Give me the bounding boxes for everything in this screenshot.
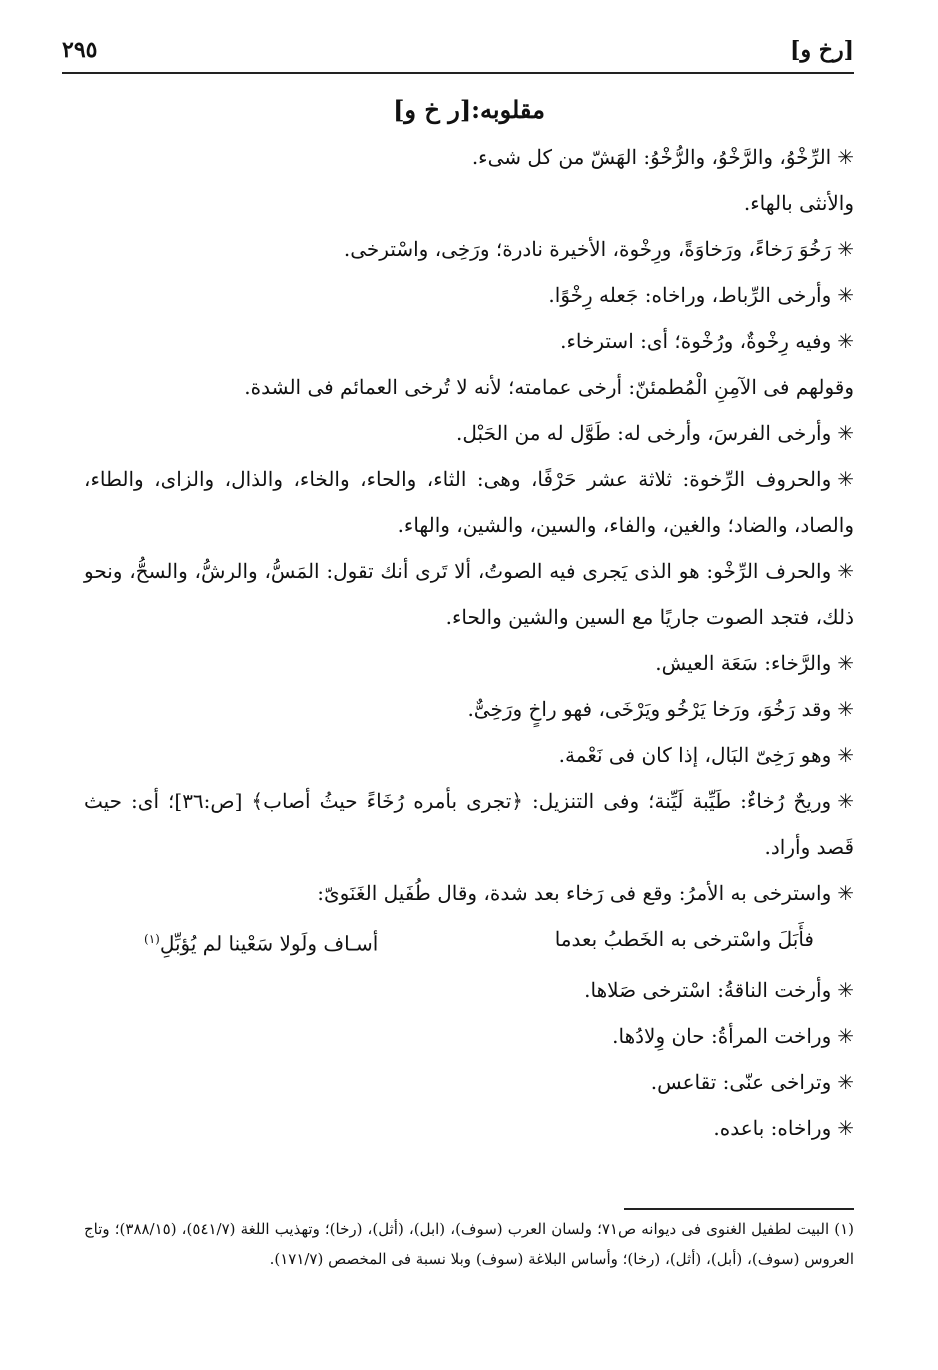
entry-text: وهو رَخِىّ البَال، إذا كان فى نَعْمة.	[558, 743, 832, 767]
section-heading: مقلوبه:[ر خ و]	[393, 95, 545, 124]
star-icon: ✳	[837, 697, 854, 721]
entry-text: رَخُوَ رَخاءً، ورَخاوَةً، ورِخْوة، الأخيرة نادرة؛ ورَخِى، واسْترخى.	[343, 237, 832, 261]
entry	[84, 778, 854, 870]
entry-text: وقد رَخُوَ، ورَخا يَرْخُو ويَرْخَى، فهو راخٍ ورَخِىٌّ.	[467, 697, 832, 721]
entry-text: وأرخت الناقةُ: اسْترخى صَلاها.	[584, 977, 832, 1002]
entry-text: وتراخى عنّى: تقاعس.	[650, 1069, 832, 1094]
star-icon: ✳	[837, 559, 854, 583]
entry	[84, 870, 854, 916]
star-icon: ✳	[837, 789, 854, 813]
entry-text: وقولهم فى الآمِنِ الْمُطمئنّ: أرخى عمامته؛ لأنه لا تُرخى العمائم فى الشدة.	[244, 375, 854, 399]
star-icon: ✳	[837, 977, 854, 1002]
verse-first-hemistich: فأَبَلَ واسْترخى به الخَطبُ بعدما	[554, 927, 814, 951]
entry-text: والحروف الرِّخوة: ثلاثة عشر حَرْفًا، وهى: الثاء، والحاء، والخاء، والذال، والزاى، والطاء، والصاد، والضاد؛ والغين، والفاء، والسين، والشين، والهاء.	[84, 467, 854, 537]
footnote: (١) البيت لطفيل الغنوى فى ديوانه ص٧١؛ ولسان العرب (سوف)، (ابل)، (أثل)، (رخا)؛ وتهذيب اللغة (٥٤١/٧)، (٣٨٨/١٥)؛ وتاج العروس (سوف)، (أبل)، (أثل)، (رخا)؛ وأساس البلاغة (سوف) وبلا نسبة فى المخصص (١٧١/٧).	[84, 1220, 854, 1268]
entry	[84, 686, 854, 732]
star-icon: ✳	[837, 1069, 854, 1094]
star-icon: ✳	[837, 237, 854, 261]
entry-text: الرِّخْوُ، والرَّخْوُ، والرُّخْوُ: الهَشّ من كل شىء.	[471, 145, 832, 169]
entry	[84, 1105, 854, 1151]
entry	[84, 134, 854, 180]
header-divider	[62, 72, 854, 74]
entry	[84, 318, 854, 364]
page-header	[62, 30, 854, 70]
entry-text: وأرخى الرِّباط، وراخاه: جَعله رِخْوًا.	[548, 283, 832, 307]
entry-text: وفيه رِخْوةٌ، ورُخْوة؛ أى: استرخاء.	[560, 329, 832, 353]
entry-text: والرَّخاء: سَعَة العيش.	[655, 651, 832, 675]
entry-text: وأرخى الفرسَ، وأرخى له: طَوَّل له من الحَبْل.	[456, 421, 832, 445]
verse-second-hemistich: أسـاف ولَولا سَعْينا لم يُؤبِّلِ$^{(١)}$	[144, 931, 379, 956]
star-icon: ✳	[837, 467, 854, 491]
entry	[84, 548, 854, 640]
star-icon: ✳	[837, 651, 854, 675]
star-icon: ✳	[837, 329, 854, 353]
entry-text: وراخت المرأةُ: حان وِلادُها.	[612, 1023, 832, 1048]
star-icon: ✳	[837, 881, 854, 905]
star-icon: ✳	[837, 1115, 854, 1140]
entry	[84, 1059, 854, 1105]
star-icon: ✳	[837, 421, 854, 445]
footnote-divider	[624, 1208, 854, 1210]
entry	[84, 1013, 854, 1059]
main-text	[84, 90, 854, 1151]
entry	[84, 456, 854, 548]
star-icon: ✳	[837, 283, 854, 307]
entry-text: واسترخى به الأمرُ: وقع فى رَخاء بعد شدة، وقال طُفَيل الغَنَوىّ:	[317, 881, 832, 905]
entry	[84, 180, 854, 226]
star-icon: ✳	[837, 145, 854, 169]
root-label: [رخ و]	[790, 37, 854, 63]
star-icon: ✳	[837, 1023, 854, 1048]
entry	[84, 364, 854, 410]
footnote-marker: (١)	[144, 932, 160, 946]
entry	[84, 410, 854, 456]
entry-text: والأنثى بالهاء.	[743, 191, 854, 215]
entry-text: والحرف الرِّخْو: هو الذى يَجرى فيه الصوتُ، ألا تَرى أنك تقول: المَسُّ، والرشُّ، والسحُّ، ونحو ذلك، فتجد الصوت جاريًا مع السين والشين والحاء.	[84, 559, 854, 629]
star-icon: ✳	[837, 743, 854, 767]
entry	[84, 272, 854, 318]
entry-text: وريحٌ رُخاءٌ: طَيِّبة لَيِّنة؛ وفى التنزيل: ﴿تجرى بأمره رُخَاءً حيثُ أصاب﴾ [ص:٣٦]؛ أى: حيث قَصد وأراد.	[84, 789, 854, 859]
page-number: ٢٩٥	[62, 37, 98, 63]
entry	[84, 226, 854, 272]
entry	[84, 732, 854, 778]
footnotes	[84, 1214, 854, 1274]
entry-text: وراخاه: باعده.	[713, 1115, 832, 1140]
entry	[84, 640, 854, 686]
poetry-verse	[84, 916, 854, 967]
entry	[84, 967, 854, 1013]
